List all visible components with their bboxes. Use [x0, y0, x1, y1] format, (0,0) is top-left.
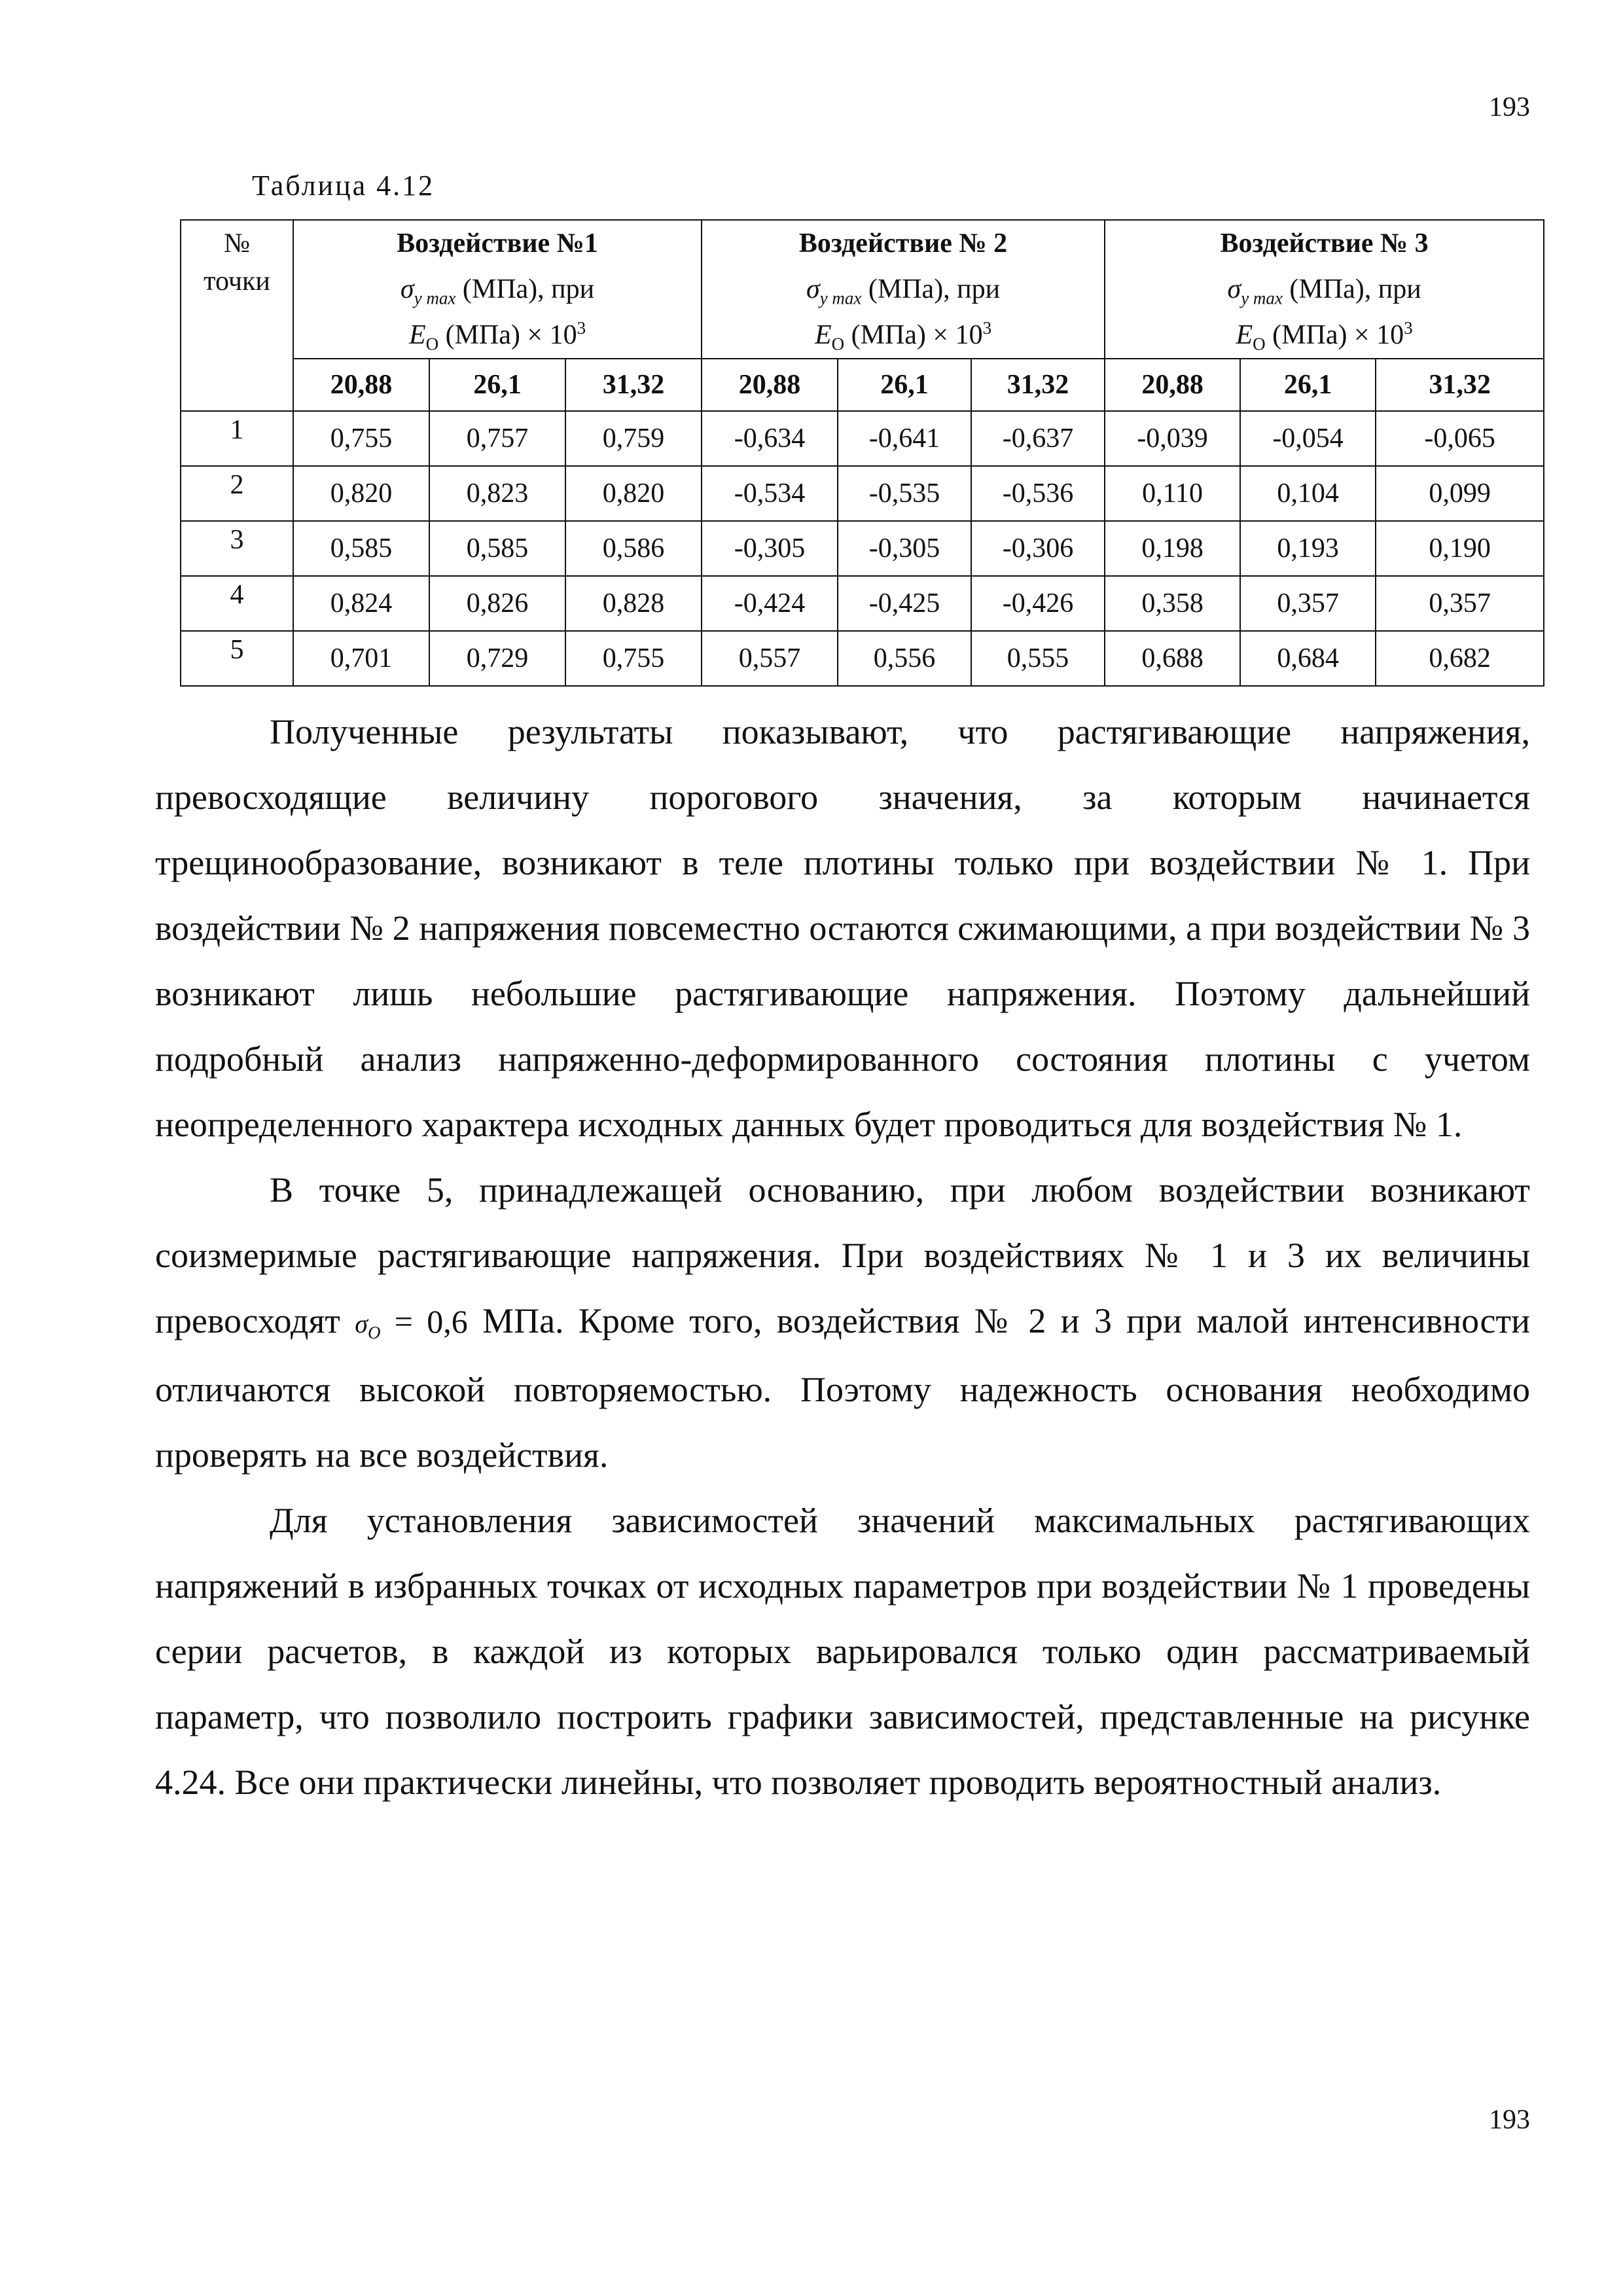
table-caption: Таблица 4.12: [252, 170, 435, 202]
value-cell: -0,534: [702, 466, 838, 521]
e-value-header: 26,1: [838, 359, 971, 411]
value-cell: 0,555: [971, 631, 1105, 686]
value-cell: -0,065: [1376, 411, 1544, 466]
sigma-label-3: $\sigma_{y max}$ (МПа), при: [1227, 274, 1421, 308]
value-cell: 0,820: [565, 466, 702, 521]
point-cell: 4: [181, 576, 293, 631]
value-cell: -0,425: [838, 576, 971, 631]
value-cell: 0,682: [1376, 631, 1544, 686]
point-cell: 5: [181, 631, 293, 686]
point-header-word: точки: [204, 266, 270, 296]
point-cell: 3: [181, 521, 293, 576]
e-value-header: 20,88: [1105, 359, 1240, 411]
sigma-label-2: $\sigma_{y max}$ (МПа), при: [806, 274, 1001, 308]
value-cell: 0,586: [565, 521, 702, 576]
paragraph-1: Полученные результаты показывают, что растягивающие напряжения, превосходящие величину порогового значения, за которым начинается трещинообразование, возникают в теле плотины только при воздействии № 1. При воздействии № 2 напряжения повсеместно остаются сжимающими, а при воздействии № 3 возникают лишь небольшие растягивающие напряжения. Поэтому дальнейший подробный анализ напряженно-деформированного состояния плотины с учетом неопределенного характера исходных данных будет проводиться для воздействия № 1.: [155, 712, 1530, 1144]
value-cell: 0,824: [293, 576, 429, 631]
results-table: [180, 219, 1544, 687]
value-cell: 0,556: [838, 631, 971, 686]
group-title-2: Воздействие № 2: [798, 228, 1008, 259]
value-cell: 0,585: [293, 521, 429, 576]
group-title-3: Воздействие № 3: [1220, 228, 1429, 259]
e-value-header: 26,1: [429, 359, 565, 411]
e-value-header: 26,1: [1240, 359, 1376, 411]
point-cell: 1: [181, 411, 293, 466]
value-cell: -0,054: [1240, 411, 1376, 466]
value-cell: 0,357: [1240, 576, 1376, 631]
value-cell: 0,557: [702, 631, 838, 686]
value-cell: 0,688: [1105, 631, 1240, 686]
page-number-top: 193: [1489, 92, 1530, 122]
e-value-header: 20,88: [702, 359, 838, 411]
body-text: [155, 699, 1530, 1815]
value-cell: -0,641: [838, 411, 971, 466]
value-cell: 0,585: [429, 521, 565, 576]
value-cell: -0,039: [1105, 411, 1240, 466]
e-value-header: 31,32: [1376, 359, 1544, 411]
value-cell: 0,110: [1105, 466, 1240, 521]
table-row: [181, 411, 1544, 466]
value-cell: 0,104: [1240, 466, 1376, 521]
value-cell: 0,198: [1105, 521, 1240, 576]
e-value-header: 20,88: [293, 359, 429, 411]
value-cell: 0,701: [293, 631, 429, 686]
value-cell: -0,535: [838, 466, 971, 521]
point-cell: 2: [181, 466, 293, 521]
value-cell: 0,759: [565, 411, 702, 466]
paragraph-2: В точке 5, принадлежащей основанию, при любом воздействии возникают соизмеримые растягивающие напряжения. При воздействиях № 1 и 3 их величины превосходят $\sigma_O = 0,6$ МПа. Кроме того, воздействия № 2 и 3 при малой интенсивности отличаются высокой повторяемостью. Поэтому надежность основания необходимо проверять на все воздействия.: [155, 1170, 1530, 1475]
value-cell: 0,823: [429, 466, 565, 521]
value-cell: -0,305: [702, 521, 838, 576]
value-cell: 0,757: [429, 411, 565, 466]
paragraph-3: Для установления зависимостей значений максимальных растягивающих напряжений в избранных точках от исходных параметров при воздействии № 1 проведены серии расчетов, в каждой из которых варьировался только один рассматриваемый параметр, что позволило построить графики зависимостей, представленные на рисунке 4.24. Все они практически линейны, что позволяет проводить вероятностный анализ.: [155, 1501, 1530, 1802]
point-number-header: [181, 220, 293, 411]
value-cell: 0,684: [1240, 631, 1376, 686]
group-header-3: [1105, 220, 1544, 359]
value-cell: 0,755: [565, 631, 702, 686]
group-title-1: Воздействие №1: [397, 228, 598, 259]
value-cell: -0,424: [702, 576, 838, 631]
value-cell: 0,729: [429, 631, 565, 686]
e-label-2: $E_O$ $(МПа) \times 10^3$: [814, 318, 992, 354]
value-cell: 0,826: [429, 576, 565, 631]
sigma-formula: $\sigma_O = 0,6$: [355, 1303, 468, 1342]
value-cell: 0,755: [293, 411, 429, 466]
group-header-1: [293, 220, 702, 359]
value-cell: 0,190: [1376, 521, 1544, 576]
value-cell: -0,637: [971, 411, 1105, 466]
table-row: [181, 576, 1544, 631]
value-cell: -0,306: [971, 521, 1105, 576]
value-cell: -0,305: [838, 521, 971, 576]
point-header-no: №: [223, 228, 251, 259]
page-number-bottom: 193: [1489, 2105, 1530, 2135]
group-header-2: [702, 220, 1105, 359]
e-label-3: $E_O$ $(МПа) \times 10^3$: [1236, 318, 1413, 354]
e-value-header: 31,32: [971, 359, 1105, 411]
table-row: [181, 631, 1544, 686]
sigma-label-1: $\sigma_{y max}$ (МПа), при: [400, 274, 595, 308]
value-cell: 0,828: [565, 576, 702, 631]
value-cell: -0,536: [971, 466, 1105, 521]
value-cell: -0,426: [971, 576, 1105, 631]
value-cell: 0,357: [1376, 576, 1544, 631]
value-cell: 0,099: [1376, 466, 1544, 521]
e-label-1: $E_O$ $(МПа) \times 10^3$: [408, 318, 586, 354]
table-row: [181, 466, 1544, 521]
value-cell: -0,634: [702, 411, 838, 466]
value-cell: 0,193: [1240, 521, 1376, 576]
table-row: [181, 521, 1544, 576]
value-cell: 0,820: [293, 466, 429, 521]
e-value-header: 31,32: [565, 359, 702, 411]
value-cell: 0,358: [1105, 576, 1240, 631]
